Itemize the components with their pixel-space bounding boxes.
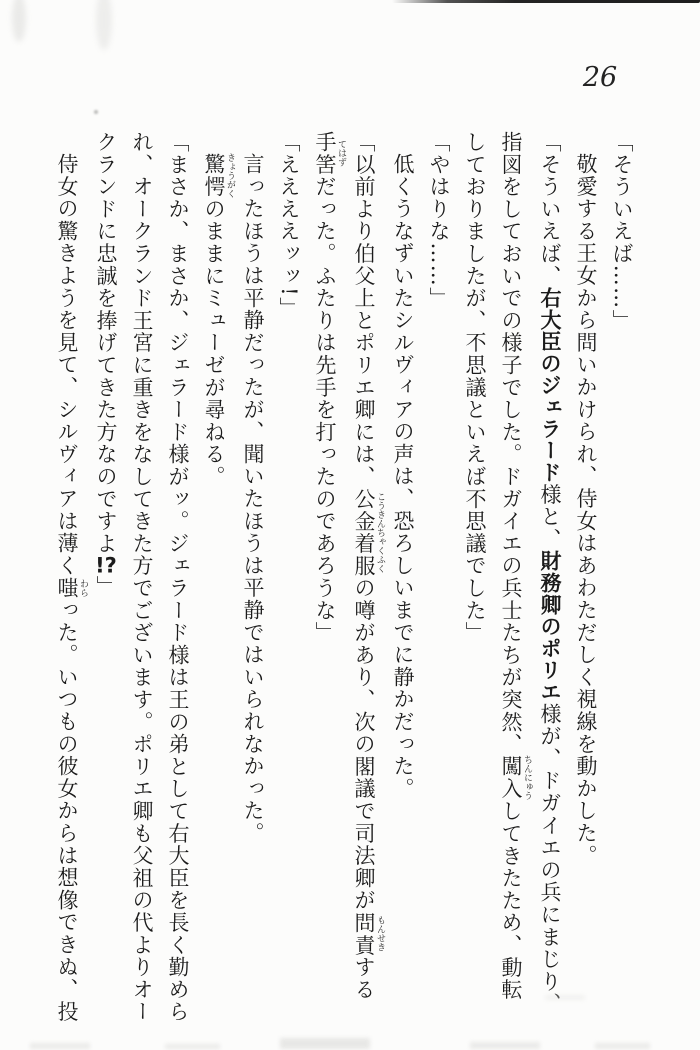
text-run: 「そういえば……」 bbox=[610, 131, 634, 332]
text-column bbox=[604, 131, 640, 1027]
text-run: 様が、ドガイエの兵にまじり、 bbox=[538, 702, 562, 1016]
text-column bbox=[532, 131, 568, 1027]
text-run: 財務卿のポリエ bbox=[538, 550, 562, 703]
text-run: のままにミューゼが尋ねる。 bbox=[202, 197, 226, 488]
text-run: してきたため、動転 bbox=[499, 800, 523, 1001]
vertical-text-block bbox=[49, 131, 640, 1027]
scan-speck bbox=[94, 110, 98, 114]
text-run: 「ええええッッ!」 bbox=[277, 131, 301, 320]
ruby-annotated-text: 問責 もんせき bbox=[352, 911, 385, 957]
scan-noise bbox=[280, 1038, 370, 1049]
text-column bbox=[271, 131, 307, 1027]
text-run: 右大臣のジェラード bbox=[538, 287, 562, 484]
text-column bbox=[196, 131, 235, 1027]
text-run: 様と、 bbox=[538, 483, 562, 551]
text-run: する bbox=[352, 956, 376, 1001]
scan-noise bbox=[545, 995, 585, 1000]
text-run: れ、オークランド王宮に重きをなしてきた方でございます。ポリエ卿も父祖の代よりオー bbox=[130, 131, 154, 1023]
text-run: 侍女の驚きようを見て、シルヴィアは薄く bbox=[55, 153, 79, 577]
page-top-edge-rule bbox=[392, 0, 700, 3]
text-column bbox=[124, 131, 160, 1027]
text-column bbox=[493, 131, 532, 1027]
text-run: の噂があり、次の閣議で司法卿が bbox=[352, 577, 376, 912]
text-column bbox=[88, 131, 124, 1027]
text-run: 指図をしておいでの様子でした。ドガイエの兵士たちが突然、 bbox=[499, 131, 523, 756]
text-column bbox=[307, 131, 346, 1027]
text-run: 「まさか、まさか、ジェラード様がッ。ジェラード様は王の弟として右大臣を長く勤めら bbox=[166, 131, 190, 1023]
text-run: 敬愛する王女から問いかけられ、侍女はあわただしく視線を動かした。 bbox=[574, 153, 598, 867]
text-column bbox=[385, 131, 421, 1027]
scan-noise bbox=[595, 1043, 650, 1049]
text-column bbox=[457, 131, 493, 1027]
scan-noise bbox=[30, 1043, 90, 1049]
text-run: しておりましたが、不思議といえば不思議でした」 bbox=[463, 131, 487, 644]
scan-noise bbox=[165, 1044, 220, 1049]
text-run: 「以前より伯父上とポリエ卿には、 bbox=[352, 131, 376, 488]
ruby-annotated-text: 驚愕 きょうがく bbox=[202, 153, 235, 198]
text-column bbox=[346, 131, 385, 1027]
scan-smudge bbox=[12, 0, 26, 42]
scan-smudge bbox=[96, 0, 112, 50]
text-column bbox=[160, 131, 196, 1027]
ruby-annotated-text: 公金着服 こうきんちゃくふく bbox=[352, 487, 385, 578]
text-run: 言ったほうは平静だったが、聞いたほうは平静ではいられなかった。 bbox=[241, 153, 265, 845]
text-run: 」 bbox=[94, 575, 118, 599]
text-run: った。いつもの彼女からは想像できぬ、投 bbox=[55, 599, 79, 1023]
text-run: 低くうなずいたシルヴィアの声は、恐ろしいまでに静かだった。 bbox=[391, 153, 415, 800]
text-run: !? bbox=[95, 554, 117, 576]
ruby-annotated-text: 手筈 てはず bbox=[313, 131, 346, 176]
text-column bbox=[568, 131, 604, 1027]
text-run: クランドに忠誠を捧げてきた方なのですよ bbox=[94, 131, 118, 555]
text-column bbox=[49, 131, 88, 1027]
page-number: 26 bbox=[582, 62, 618, 93]
scan-noise bbox=[470, 1042, 540, 1049]
text-run: だった。ふたりは先手を打ったのであろうな」 bbox=[313, 175, 337, 644]
ruby-annotated-text: 嗤 わら bbox=[55, 576, 88, 600]
ruby-annotated-text: 闖入 ちんにゅう bbox=[499, 755, 532, 801]
text-run: 「そういえば、 bbox=[538, 131, 562, 288]
text-run: 「やはりな……」 bbox=[427, 131, 451, 310]
text-column bbox=[235, 131, 271, 1027]
text-column bbox=[421, 131, 457, 1027]
